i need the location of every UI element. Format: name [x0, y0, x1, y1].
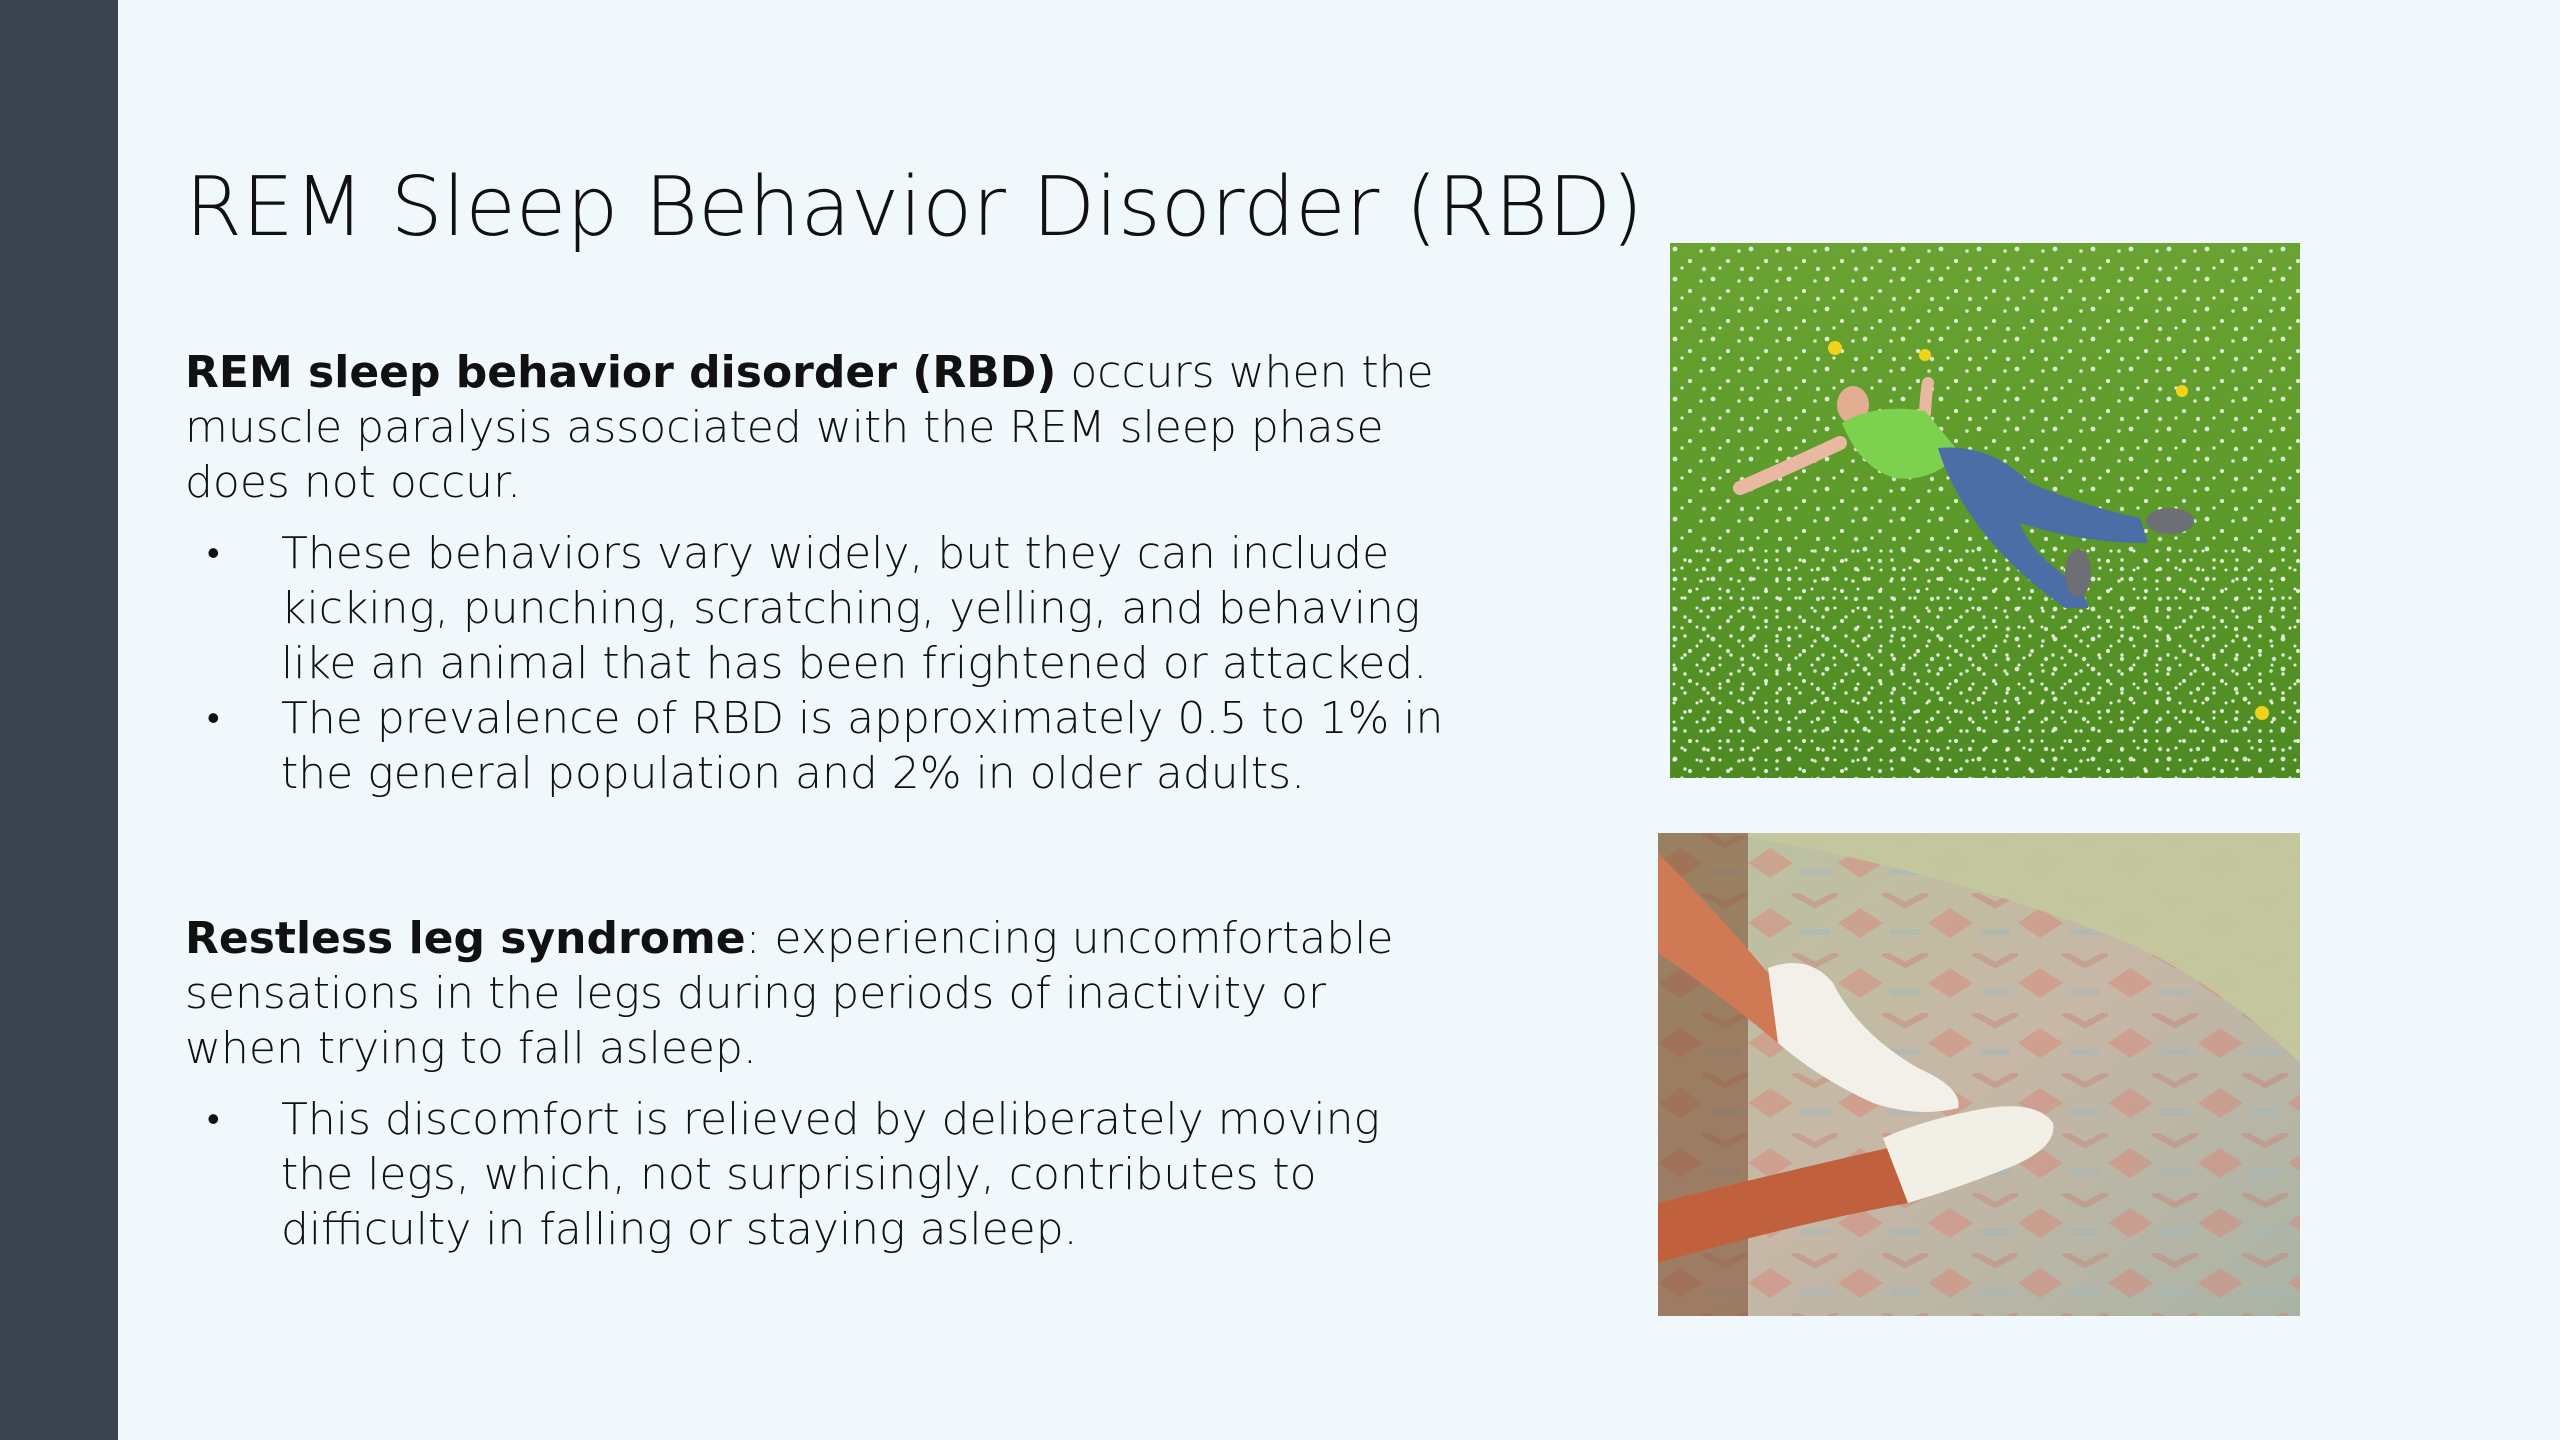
list-item	[185, 1092, 1455, 1257]
list-item	[185, 526, 1455, 691]
rbd-term: REM sleep behavior disorder (RBD)	[185, 347, 1057, 398]
rls-definition: : experiencing uncomfortable sensations in the legs during periods of inactivity or when trying to fall asleep.	[185, 913, 1394, 1074]
slide-title: REM Sleep Behavior Disorder (RBD)	[185, 160, 1644, 255]
bullet-text: This discomfort is relieved by deliberately moving the legs, which, not surprisingly, contributes to difficulty in falling or staying asleep.	[281, 1094, 1380, 1255]
legs-on-bed-photo	[1658, 833, 2300, 1316]
rbd-definition: occurs when the muscle paralysis associated with the REM sleep phase does not occur.	[185, 347, 1434, 508]
legs-photo-image	[1658, 833, 2300, 1316]
rls-bullet-list	[185, 1092, 1455, 1257]
bullet-icon: •	[207, 533, 220, 574]
slide-body	[185, 345, 1455, 1257]
section-spacer	[185, 801, 1455, 911]
grass-photo-image	[1670, 243, 2300, 778]
left-accent-bar	[0, 0, 118, 1440]
rls-term: Restless leg syndrome	[185, 913, 746, 964]
bullet-text: The prevalence of RBD is approximately 0.5 to 1% in the general population and 2% in older adults.	[281, 693, 1444, 799]
list-item	[185, 691, 1455, 801]
bullet-text: These behaviors vary widely, but they can include kicking, punching, scratching, yelling, and behaving like an animal that has been frightened or attacked.	[281, 528, 1428, 689]
bullet-icon: •	[207, 1099, 220, 1140]
rbd-paragraph	[185, 345, 1455, 510]
rbd-bullet-list	[185, 526, 1455, 801]
person-on-grass-photo	[1670, 243, 2300, 778]
rls-paragraph	[185, 911, 1455, 1076]
bullet-icon: •	[207, 698, 220, 739]
